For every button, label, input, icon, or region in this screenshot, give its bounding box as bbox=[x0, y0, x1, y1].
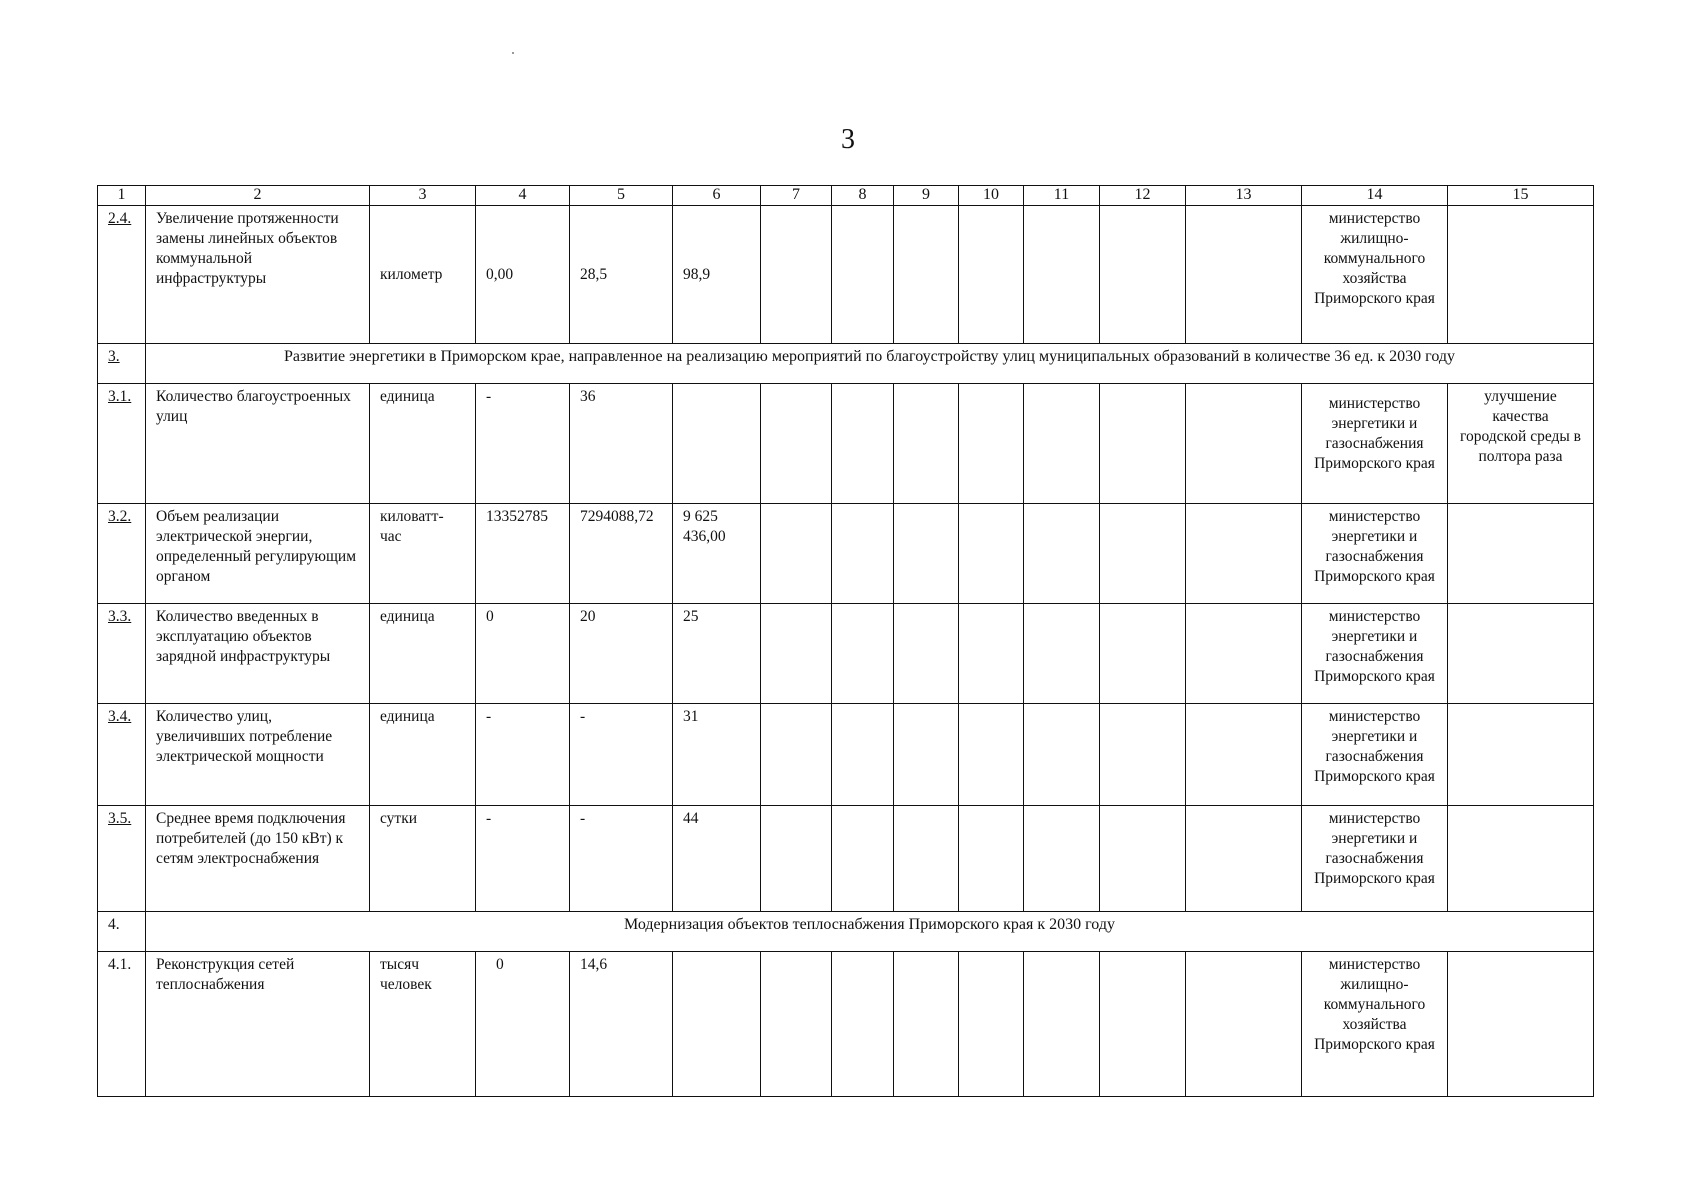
table-row bbox=[98, 704, 1594, 806]
section-row bbox=[98, 344, 1594, 384]
value-cell bbox=[673, 952, 761, 1097]
table-row bbox=[98, 604, 1594, 704]
empty-cell bbox=[959, 704, 1024, 806]
responsible-cell: министерство жилищно-коммунального хозяйства Приморского края bbox=[1302, 952, 1448, 1097]
table-row bbox=[98, 504, 1594, 604]
empty-cell bbox=[894, 704, 959, 806]
row-number: 2.4. bbox=[98, 206, 146, 344]
col-header: 15 bbox=[1448, 186, 1594, 206]
table-row bbox=[98, 806, 1594, 912]
unit-cell: единица bbox=[370, 604, 476, 704]
column-number-row bbox=[98, 186, 1594, 206]
responsible-cell: министерство энергетики и газоснабжения Приморского края bbox=[1302, 384, 1448, 504]
value-cell: 0 bbox=[476, 952, 570, 1097]
empty-cell bbox=[959, 952, 1024, 1097]
section-number: 3. bbox=[98, 344, 146, 384]
empty-cell bbox=[1186, 952, 1302, 1097]
empty-cell bbox=[1186, 604, 1302, 704]
result-cell bbox=[1448, 952, 1594, 1097]
empty-cell bbox=[894, 206, 959, 344]
indicators-table bbox=[97, 185, 1594, 1097]
empty-cell bbox=[1100, 604, 1186, 704]
value-cell: 36 bbox=[570, 384, 673, 504]
indicator-name: Среднее время подключения потребителей (до 150 кВт) к сетям электроснабжения bbox=[146, 806, 370, 912]
value-cell: - bbox=[570, 704, 673, 806]
col-header: 10 bbox=[959, 186, 1024, 206]
empty-cell bbox=[1024, 806, 1100, 912]
value-cell bbox=[673, 384, 761, 504]
empty-cell bbox=[1024, 384, 1100, 504]
responsible-cell: министерство энергетики и газоснабжения Приморского края bbox=[1302, 504, 1448, 604]
col-header: 11 bbox=[1024, 186, 1100, 206]
empty-cell bbox=[1024, 604, 1100, 704]
value-cell: 13352785 bbox=[476, 504, 570, 604]
col-header: 4 bbox=[476, 186, 570, 206]
table-row bbox=[98, 206, 1594, 344]
result-cell bbox=[1448, 704, 1594, 806]
section-title: Развитие энергетики в Приморском крае, направленное на реализацию мероприятий по благоустройству улиц муниципальных образований в количестве 36 ед. к 2030 году bbox=[146, 344, 1594, 384]
empty-cell bbox=[1024, 206, 1100, 344]
empty-cell bbox=[832, 952, 894, 1097]
result-cell bbox=[1448, 604, 1594, 704]
col-header: 12 bbox=[1100, 186, 1186, 206]
empty-cell bbox=[959, 384, 1024, 504]
table-row bbox=[98, 384, 1594, 504]
empty-cell bbox=[1100, 806, 1186, 912]
result-cell bbox=[1448, 206, 1594, 344]
responsible-cell: министерство энергетики и газоснабжения Приморского края bbox=[1302, 604, 1448, 704]
responsible-cell: министерство энергетики и газоснабжения Приморского края bbox=[1302, 806, 1448, 912]
empty-cell bbox=[959, 806, 1024, 912]
empty-cell bbox=[761, 952, 832, 1097]
value-cell: 44 bbox=[673, 806, 761, 912]
value-cell: 0 bbox=[476, 604, 570, 704]
empty-cell bbox=[761, 604, 832, 704]
table-row bbox=[98, 952, 1594, 1097]
unit-cell: километр bbox=[370, 206, 476, 344]
empty-cell bbox=[832, 384, 894, 504]
unit-cell: сутки bbox=[370, 806, 476, 912]
section-title: Модернизация объектов теплоснабжения Приморского края к 2030 году bbox=[146, 912, 1594, 952]
empty-cell bbox=[832, 504, 894, 604]
value-cell: 14,6 bbox=[570, 952, 673, 1097]
col-header: 6 bbox=[673, 186, 761, 206]
unit-cell: тысяч человек bbox=[370, 952, 476, 1097]
col-header: 9 bbox=[894, 186, 959, 206]
empty-cell bbox=[832, 806, 894, 912]
empty-cell bbox=[1100, 704, 1186, 806]
unit-cell: киловатт-час bbox=[370, 504, 476, 604]
col-header: 7 bbox=[761, 186, 832, 206]
row-number: 4.1. bbox=[98, 952, 146, 1097]
empty-cell bbox=[1186, 504, 1302, 604]
value-cell: 98,9 bbox=[673, 206, 761, 344]
unit-cell: единица bbox=[370, 384, 476, 504]
page-number: 3 bbox=[841, 124, 855, 155]
empty-cell bbox=[761, 504, 832, 604]
result-cell: улучшение качества городской среды в полтора раза bbox=[1448, 384, 1594, 504]
indicator-name: Объем реализации электрической энергии, определенный регулирующим органом bbox=[146, 504, 370, 604]
empty-cell bbox=[1100, 504, 1186, 604]
empty-cell bbox=[832, 704, 894, 806]
empty-cell bbox=[832, 604, 894, 704]
section-number: 4. bbox=[98, 912, 146, 952]
value-cell: - bbox=[476, 704, 570, 806]
responsible-cell: министерство жилищно-коммунального хозяйства Приморского края bbox=[1302, 206, 1448, 344]
empty-cell bbox=[894, 806, 959, 912]
empty-cell bbox=[1186, 206, 1302, 344]
value-cell: 9 625 436,00 bbox=[673, 504, 761, 604]
value-cell: 25 bbox=[673, 604, 761, 704]
indicator-name: Количество благоустроенных улиц bbox=[146, 384, 370, 504]
empty-cell bbox=[761, 206, 832, 344]
empty-cell bbox=[959, 206, 1024, 344]
empty-cell bbox=[1186, 806, 1302, 912]
value-cell: 7294088,72 bbox=[570, 504, 673, 604]
empty-cell bbox=[1024, 704, 1100, 806]
empty-cell bbox=[761, 806, 832, 912]
empty-cell bbox=[894, 952, 959, 1097]
empty-cell bbox=[1186, 704, 1302, 806]
empty-cell bbox=[1024, 952, 1100, 1097]
value-cell: - bbox=[476, 384, 570, 504]
empty-cell bbox=[959, 604, 1024, 704]
scan-artifact bbox=[512, 52, 514, 54]
section-row bbox=[98, 912, 1594, 952]
col-header: 2 bbox=[146, 186, 370, 206]
indicator-name: Количество введенных в эксплуатацию объектов зарядной инфраструктуры bbox=[146, 604, 370, 704]
empty-cell bbox=[1186, 384, 1302, 504]
empty-cell bbox=[761, 384, 832, 504]
value-cell: 0,00 bbox=[476, 206, 570, 344]
row-number: 3.3. bbox=[98, 604, 146, 704]
col-header: 3 bbox=[370, 186, 476, 206]
row-number: 3.5. bbox=[98, 806, 146, 912]
col-header: 14 bbox=[1302, 186, 1448, 206]
empty-cell bbox=[894, 384, 959, 504]
responsible-cell: министерство энергетики и газоснабжения Приморского края bbox=[1302, 704, 1448, 806]
indicator-name: Реконструкция сетей теплоснабжения bbox=[146, 952, 370, 1097]
col-header: 8 bbox=[832, 186, 894, 206]
empty-cell bbox=[761, 704, 832, 806]
empty-cell bbox=[959, 504, 1024, 604]
empty-cell bbox=[1100, 206, 1186, 344]
value-cell: 28,5 bbox=[570, 206, 673, 344]
value-cell: 20 bbox=[570, 604, 673, 704]
col-header: 13 bbox=[1186, 186, 1302, 206]
empty-cell bbox=[1024, 504, 1100, 604]
unit-cell: единица bbox=[370, 704, 476, 806]
empty-cell bbox=[1100, 952, 1186, 1097]
result-cell bbox=[1448, 806, 1594, 912]
row-number: 3.2. bbox=[98, 504, 146, 604]
col-header: 5 bbox=[570, 186, 673, 206]
empty-cell bbox=[1100, 384, 1186, 504]
indicator-name: Количество улиц, увеличивших потребление электрической мощности bbox=[146, 704, 370, 806]
value-cell: - bbox=[570, 806, 673, 912]
value-cell: 31 bbox=[673, 704, 761, 806]
row-number: 3.4. bbox=[98, 704, 146, 806]
empty-cell bbox=[832, 206, 894, 344]
value-cell: - bbox=[476, 806, 570, 912]
col-header: 1 bbox=[98, 186, 146, 206]
row-number: 3.1. bbox=[98, 384, 146, 504]
indicator-name: Увеличение протяженности замены линейных объектов коммунальной инфраструктуры bbox=[146, 206, 370, 344]
empty-cell bbox=[894, 604, 959, 704]
result-cell bbox=[1448, 504, 1594, 604]
empty-cell bbox=[894, 504, 959, 604]
